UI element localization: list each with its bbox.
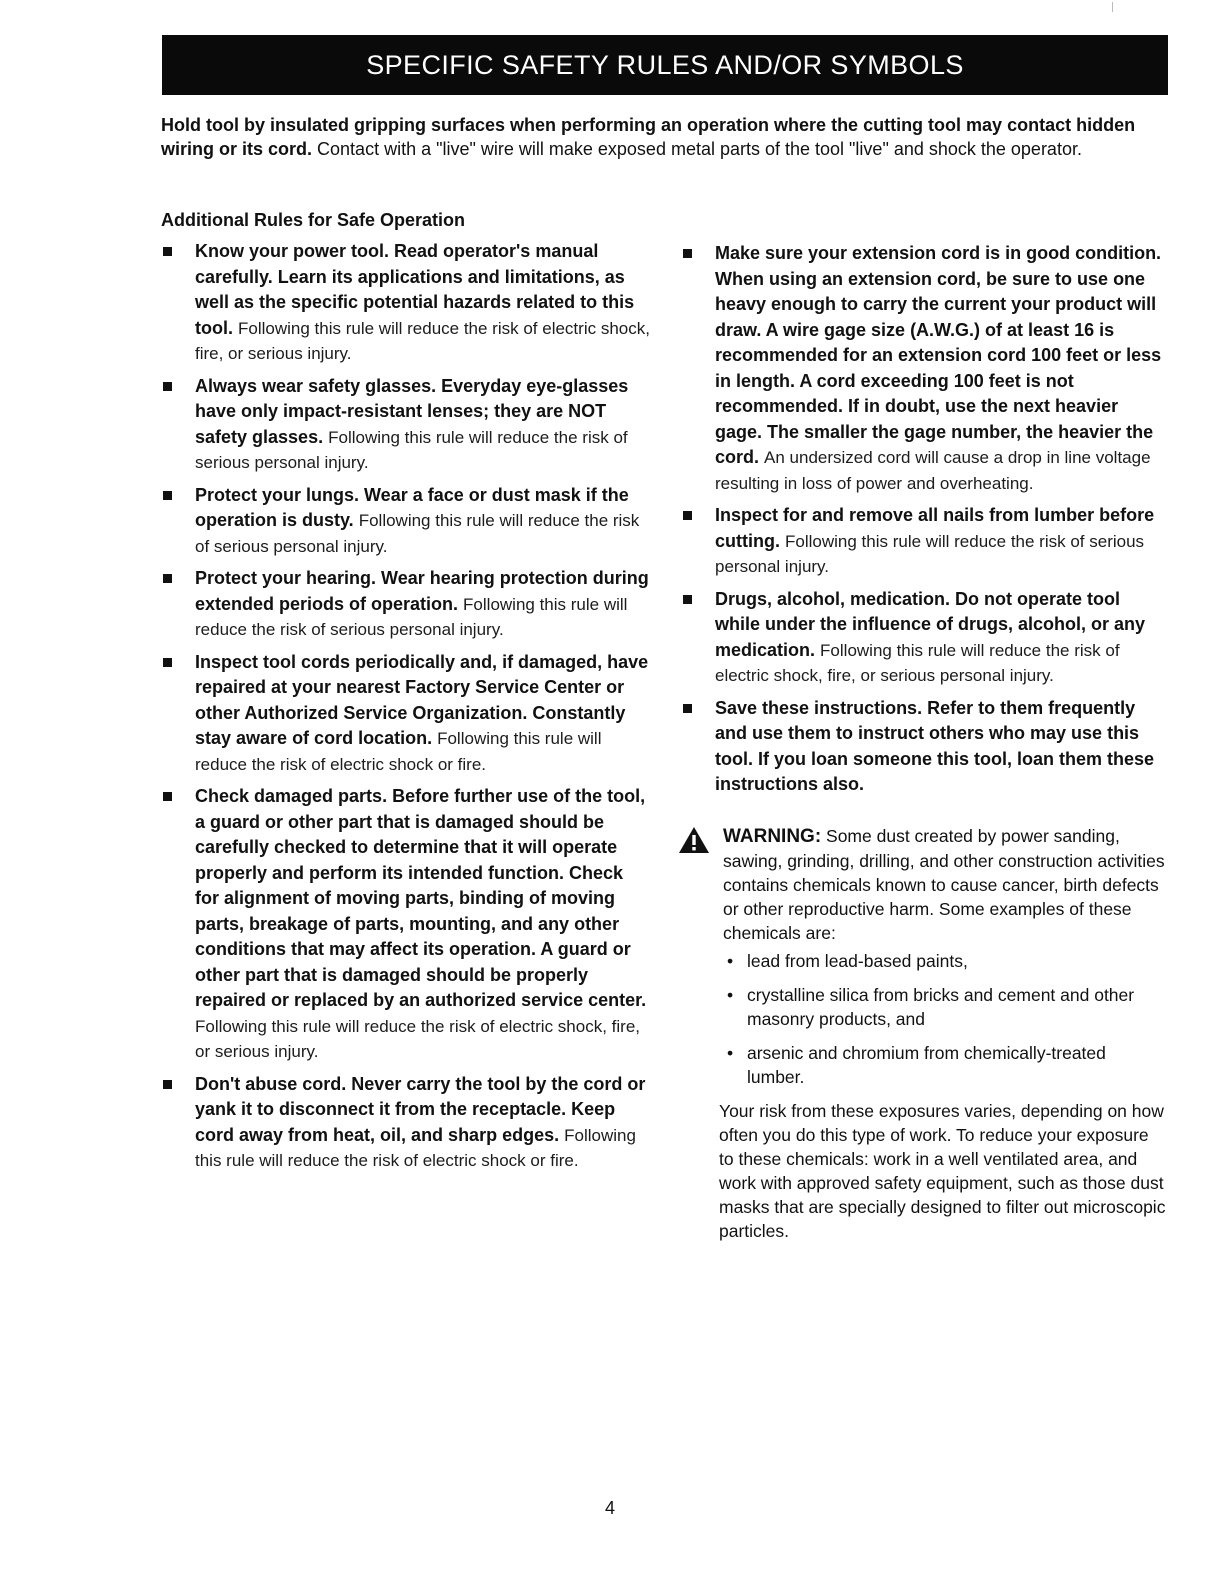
list-item-text: lead from lead-based paints, xyxy=(747,950,968,971)
rule-item xyxy=(681,696,1166,798)
square-bullet-icon xyxy=(163,491,172,500)
rule-bold-text: Inspect tool cords periodically and, if damaged, have repaired at your nearest Factory Service Center or other Authorized Service Organization. Constantly stay aware of cord location. xyxy=(195,651,649,748)
rule-bold-text: Save these instructions. Refer to them frequently and use them to instruct others who may use this tool. If you loan someone this tool, loan them these instructions also. xyxy=(715,697,1155,794)
rule-item xyxy=(161,650,651,778)
dot-bullet-icon: • xyxy=(727,984,734,1005)
section-banner xyxy=(162,35,1168,95)
rule-item xyxy=(681,503,1166,580)
rule-plain-text: Following this rule will reduce the risk of electric shock, fire, or serious injury. xyxy=(195,318,650,363)
dot-bullet-icon: • xyxy=(727,1042,734,1063)
additional-rules-heading: Additional Rules for Safe Operation xyxy=(161,210,466,230)
rule-bold-text: Drugs, alcohol, medication. Do not operate tool while under the influence of drugs, alcohol, or any medication. xyxy=(715,588,1146,660)
rule-bold-text: Check damaged parts. Before further use of the tool, a guard or other part that is damaged should be carefully checked to determine that it will operate properly and perform its intended function. Check for alignment of moving parts, binding of moving parts, breakage of parts, mounting, and any other conditions that may affect its operation. A guard or other part that is damaged should be properly repaired or replaced by an authorized service center. xyxy=(195,786,647,1010)
intro-bold-text: Hold tool by insulated gripping surfaces when performing an operation where the cutting tool may contact hidden wiring or its cord. xyxy=(161,115,1136,159)
page-number: 4 xyxy=(604,1498,615,1518)
intro-plain-text: Contact with a "live" wire will make exposed metal parts of the tool "live" and shock the operator. xyxy=(317,139,1082,159)
rule-plain-text: Following this rule will reduce the risk of serious personal injury. xyxy=(715,531,1145,576)
rule-bold-text: Know your power tool. Read operator's manual carefully. Learn its applications and limitations, as well as the specific potential hazards related to this tool. xyxy=(195,241,635,338)
rule-bold-text: Protect your lungs. Wear a face or dust mask if the operation is dusty. xyxy=(195,484,629,530)
warning-block xyxy=(681,824,1166,1243)
rule-plain-text: Following this rule will reduce the risk of electric shock or fire. xyxy=(195,729,602,774)
rule-plain-text: An undersized cord will cause a drop in line voltage resulting in loss of power and overheating. xyxy=(715,448,1151,493)
dot-bullet-icon: • xyxy=(727,950,734,971)
rule-item xyxy=(681,587,1166,689)
rule-bold-text: Don't abuse cord. Never carry the tool by the cord or yank it to disconnect it from the receptacle. Keep cord away from heat, oil, and sharp edges. xyxy=(195,1073,646,1145)
square-bullet-icon xyxy=(163,792,172,801)
rule-item xyxy=(161,239,651,367)
left-column xyxy=(161,208,651,1181)
list-item xyxy=(723,983,1166,1031)
square-bullet-icon xyxy=(163,247,172,256)
rule-item xyxy=(161,374,651,476)
rule-bold-text: Always wear safety glasses. Everyday eye-glasses have only impact-resistant lenses; they are NOT safety glasses. xyxy=(195,375,629,447)
warning-triangle-icon xyxy=(678,826,710,854)
list-item xyxy=(723,949,1166,973)
list-item xyxy=(723,1041,1166,1089)
rule-item xyxy=(161,566,651,643)
warning-text: Some dust created by power sanding, sawing, grinding, drilling, and other construction activities contains chemicals known to cause cancer, birth defects or other reproductive harm. Some examples of these chemicals are: xyxy=(723,825,1165,943)
rule-item xyxy=(161,483,651,560)
chemical-list xyxy=(723,949,1166,1089)
warning-label: WARNING: xyxy=(723,825,822,847)
rule-plain-text: Following this rule will reduce the risk of electric shock, fire, or serious injury. xyxy=(195,1016,640,1061)
square-bullet-icon xyxy=(163,382,172,391)
section-title: SPECIFIC SAFETY RULES AND/OR SYMBOLS xyxy=(366,49,964,80)
rule-plain-text: Following this rule will reduce the risk of electric shock or fire. xyxy=(195,1125,636,1170)
warning-closing-paragraph: Your risk from these exposures varies, depending on how often you do this type of work. To reduce your exposure to these chemicals: work in a well ventilated area, and work with approved safety equipment, such as those dust masks that are specially designed to filter out microscopic particles. xyxy=(719,1100,1166,1241)
list-item-text: crystalline silica from bricks and cement and other masonry products, and xyxy=(747,984,1135,1029)
rule-item xyxy=(681,241,1166,496)
square-bullet-icon xyxy=(163,1080,172,1089)
rule-item xyxy=(161,784,651,1065)
intro-paragraph xyxy=(161,113,1171,161)
rule-bold-text: Protect your hearing. Wear hearing protection during extended periods of operation. xyxy=(195,568,649,614)
list-item-text: arsenic and chromium from chemically-treated lumber. xyxy=(747,1042,1106,1087)
square-bullet-icon xyxy=(683,704,692,713)
right-column xyxy=(681,241,1166,1243)
rule-bold-text: Make sure your extension cord is in good condition. When using an extension cord, be sure to use one heavy enough to carry the current your product will draw. A wire gage size (A.W.G.) of at least 16 is recommended for an extension cord 100 feet or less in length. A cord exceeding 100 feet is not recommended. If in doubt, use the next heavier gage. The smaller the gage number, the heavier the cord. xyxy=(715,243,1162,467)
square-bullet-icon xyxy=(683,249,692,258)
rule-plain-text: Following this rule will reduce the risk of serious personal injury. xyxy=(195,427,628,472)
square-bullet-icon xyxy=(163,658,172,667)
rule-item xyxy=(161,1072,651,1174)
rule-plain-text: Following this rule will reduce the risk of electric shock, fire, or serious personal injury. xyxy=(715,640,1120,685)
square-bullet-icon xyxy=(683,595,692,604)
scan-edge-mark xyxy=(1112,2,1113,12)
square-bullet-icon xyxy=(683,511,692,520)
rule-plain-text: Following this rule will reduce the risk of serious personal injury. xyxy=(195,511,640,556)
rule-bold-text: Inspect for and remove all nails from lumber before cutting. xyxy=(715,505,1155,551)
rule-plain-text: Following this rule will reduce the risk of serious personal injury. xyxy=(195,594,628,639)
square-bullet-icon xyxy=(163,574,172,583)
